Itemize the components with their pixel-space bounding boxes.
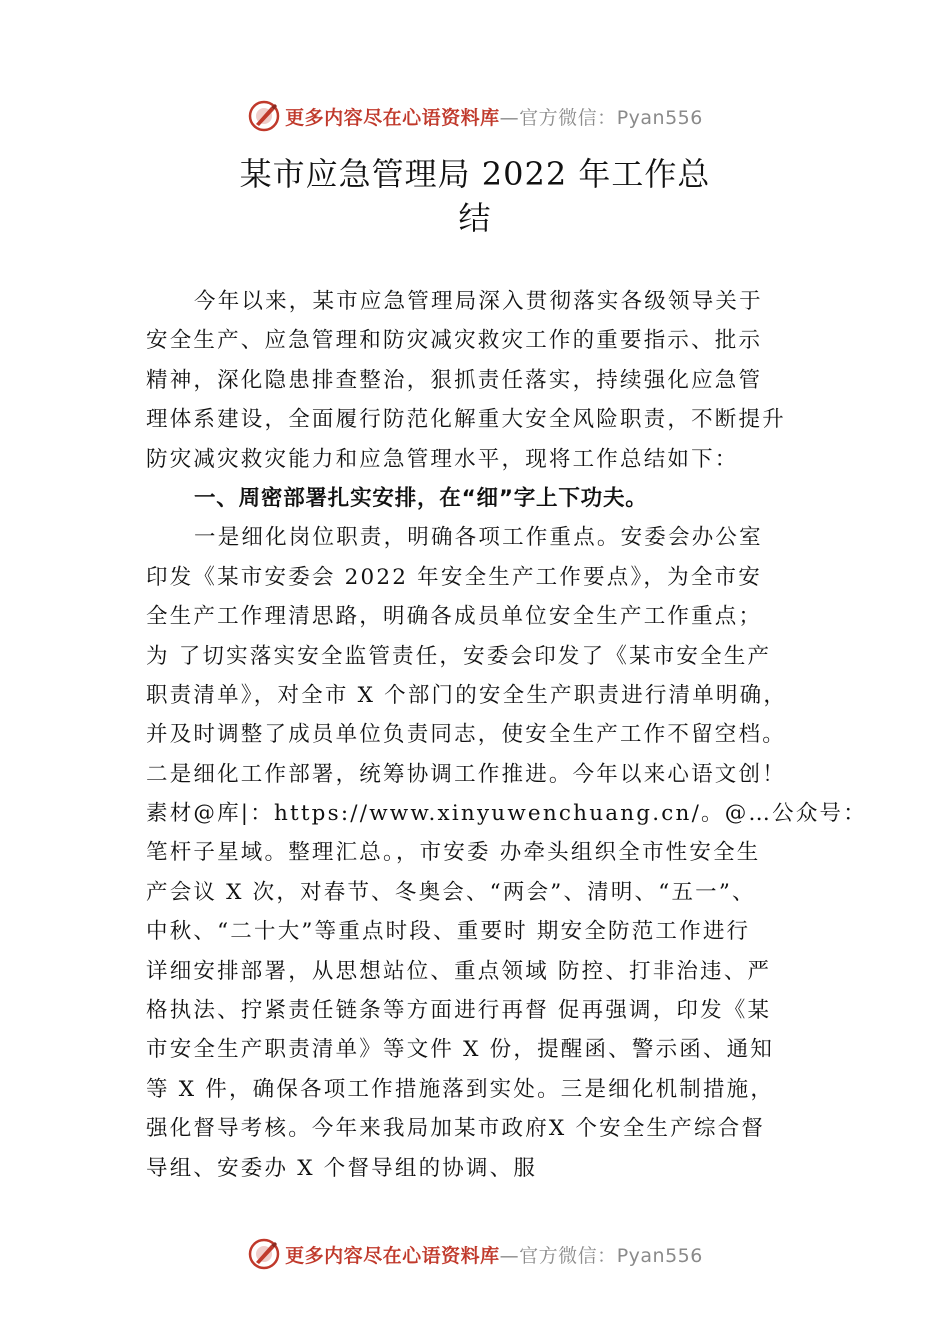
logo-icon [247, 1237, 281, 1271]
section-heading: 一、周密部署扎实安排，在“细”字上下功夫。 [194, 485, 648, 511]
body-line: 笔杆子星域。整理汇总。，市安委 办牵头组织全市性安全生 [146, 840, 761, 866]
banner-main: 更多内容尽在心语资料库 [285, 1244, 500, 1267]
body-line: 市安全生产职责清单》等文件 X 份，提醒函、警示函、通知 [146, 1037, 775, 1063]
body-line: 中秋、“二十大”等重点时段、重要时 期安全防范工作进行 [146, 919, 751, 945]
body-line: 全生产工作理清思路，明确各成员单位安全生产工作重点； [146, 604, 763, 630]
footer-banner [0, 1234, 950, 1274]
banner-wechat-label: 官方微信： [519, 1244, 617, 1267]
banner-separator: — [499, 1244, 520, 1267]
logo-icon [247, 99, 281, 133]
banner-wechat-id: Pyan556 [616, 1244, 703, 1267]
body-line: 防灾减灾救灾能力和应急管理水平，现将工作总结如下： [146, 446, 739, 472]
document-title-line-2: 结 [458, 199, 492, 237]
banner-wechat-id: Pyan556 [616, 106, 703, 129]
document-title-line-1: 某市应急管理局 2022 年工作总 [239, 155, 711, 193]
body-line: 格执法、拧紧责任链条等方面进行再督 促再强调，印发《某 [146, 998, 772, 1024]
body-line: 今年以来，某市应急管理局深入贯彻落实各级领导关于 [194, 289, 763, 314]
body-line: 等 X 件，确保各项工作措施落到实处。三是细化机制措施， [146, 1076, 775, 1102]
body-line: 印发《某市安委会 2022 年安全生产工作要点》，为全市安 [146, 564, 762, 590]
body-line: 一是细化岗位职责，明确各项工作重点。安委会办公室 [194, 525, 763, 551]
body-line: 为 了切实落实安全监管责任，安委会印发了《某市安全生产 [146, 643, 772, 669]
body-line: 导组、安委办 X 个督导组的协调、服 [146, 1155, 538, 1181]
body-line: 详细安排部署，从思想站位、重点领域 防控、打非治违、严 [146, 958, 772, 984]
body-line: 强化督导考核。今年来我局加某市政府X 个安全生产综合督 [146, 1116, 766, 1142]
banner-main: 更多内容尽在心语资料库 [285, 106, 500, 129]
body-line: 二是细化工作部署，统筹协调工作推进。今年以来心语文创！ [146, 761, 786, 787]
header-banner [0, 96, 950, 136]
banner-wechat-label: 官方微信： [519, 106, 617, 129]
banner-text [285, 1241, 703, 1268]
body-line: 产会议 X 次，对春节、冬奥会、“两会”、清明、“五一”、 [146, 879, 756, 905]
banner-separator: — [499, 106, 520, 129]
body-line: 职责清单》，对全市 X 个部门的安全生产职责进行清单明确， [146, 682, 788, 708]
body-line: 理体系建设，全面履行防范化解重大安全风险职责，不断提升 [146, 407, 786, 433]
body-line-url: 素材@库|：https://www.xinyuwenchuang.cn/。@…公众号： [146, 801, 867, 827]
body-line: 并及时调整了成员单位负责同志，使安全生产工作不留空档。 [146, 722, 786, 748]
banner-text [285, 103, 703, 130]
document-body [146, 282, 867, 1188]
body-line: 安全生产、应急管理和防灾减灾救灾工作的重要指示、批示 [146, 328, 763, 354]
body-line: 精神，深化隐患排查整治，狠抓责任落实，持续强化应急管 [146, 367, 763, 393]
